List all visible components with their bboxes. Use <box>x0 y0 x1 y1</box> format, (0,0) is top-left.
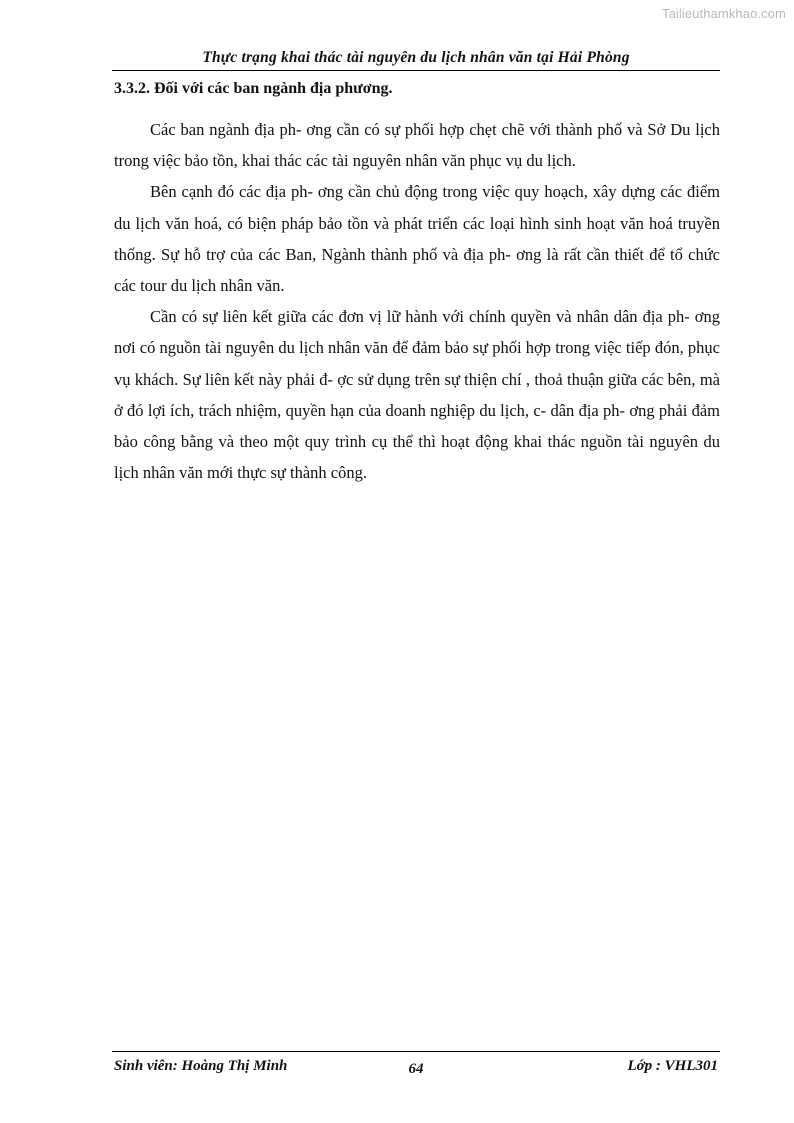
watermark: Tailieuthamkhao.com <box>661 6 786 21</box>
page-header <box>112 48 720 71</box>
page-footer <box>112 1051 720 1082</box>
paragraph-1: Các ban ngành địa ph- ơng cần có sự phối hợp chẹt chẽ với thành phố và Sở Du lịch trong việc bảo tồn, khai thác các tài nguyên nhân văn phục vụ du lịch. <box>114 120 720 171</box>
footer-class: Lớp : VHL301 <box>627 1058 718 1074</box>
paragraph-3: Cần có sự liên kết giữa các đơn vị lữ hành với chính quyền và nhân dân địa ph- ơng nơi có nguồn tài nguyên du lịch nhân văn để đảm bảo sự phối hợp trong việc tiếp đón, phục vụ khách. Sự liên kết này phải đ- ợc sử dụng trên sự thiện chí , thoả thuận giữa các bên, mà ở đó lợi ích, trách nhiệm, quyền hạn của doanh nghiệp du lịch, c- dân địa ph- ơng phải đảm bảo công bằng và theo một quy trình cụ thể thì hoạt động khai thác nguồn tài nguyên du lịch nhân văn mới thực sự thành công. <box>114 307 720 483</box>
footer-page-number: 64 <box>408 1061 424 1077</box>
footer-student-name: Sinh viên: Hoàng Thị Minh <box>114 1058 288 1074</box>
section-heading: 3.3.2. Đối với các ban ngành địa phương. <box>114 80 393 97</box>
header-title: Thực trạng khai thác tài nguyên du lịch nhân văn tại Hải Phòng <box>202 49 630 66</box>
page-content <box>114 78 720 488</box>
paragraph-2: Bên cạnh đó các địa ph- ơng cần chủ động trong việc quy hoạch, xây dựng các điểm du lịch văn hoá, có biện pháp bảo tồn và phát triển các loại hình sinh hoạt văn hoá truyền thống. Sự hỗ trợ của các Ban, Ngành thành phố và địa ph- ơng là rất cần thiết để tổ chức các tour du lịch nhân văn. <box>114 182 720 296</box>
